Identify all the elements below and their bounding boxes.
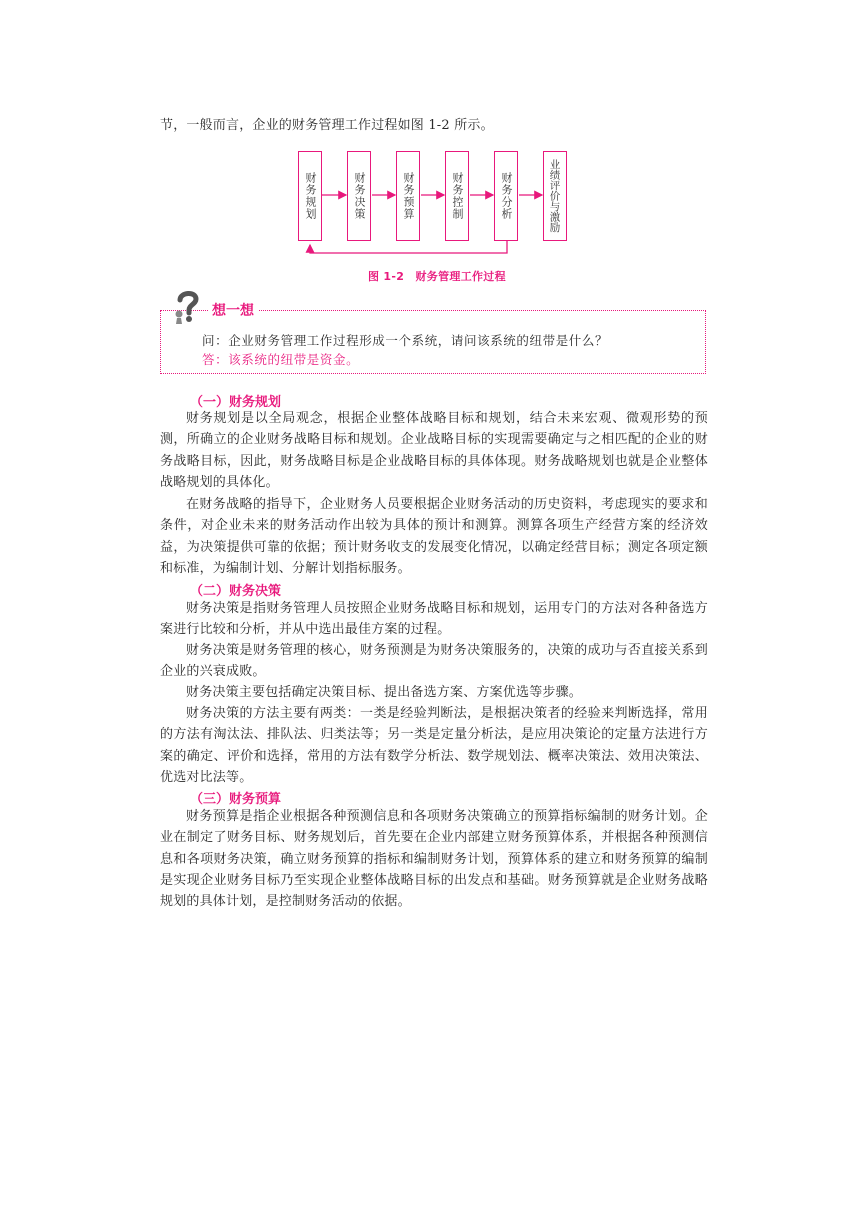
box-financial-budget	[396, 151, 420, 241]
flow-arrows	[290, 145, 580, 260]
box-label: 财务控制	[451, 172, 464, 220]
box-financial-planning	[298, 151, 322, 241]
paragraph: 财务决策主要包括确定决策目标、提出备选方案、方案优选等步骤。	[186, 685, 583, 700]
section-heading-budget: （三）财务预算	[190, 792, 282, 807]
paragraph: 财务预算是指企业根据各种预测信息和各项财务决策确立的预算指标编制的财务计划。企业在制定了财务目标、财务规划后，首先要在企业内部建立财务预算体系，并根据各种预测信息和各项财务决策，确立财务预算的指标和编制财务计划，预算体系的建立和财务预算的编制是实现企业财务目标乃至实现企业整体战略目标的出发点和基础。财务预算就是企业财务战略规划的具体计划，是控制财务活动的依据。	[160, 809, 708, 910]
paragraph: 财务规划是以全局观念，根据企业整体战略目标和规划，结合未来宏观、微观形势的预测，所确立的企业财务战略目标和规划。企业战略目标的实现需要确定与之相匹配的企业的财务战略目标，因此，财务战略目标是企业战略目标的具体体现。财务战略规划也就是企业整体战略规划的具体化。	[160, 411, 708, 490]
box-performance-evaluation	[543, 151, 567, 241]
box-financial-decision	[347, 151, 371, 241]
figure-caption: 图 1-2 财务管理工作过程	[368, 270, 506, 283]
section-heading-decision: （二）财务决策	[190, 584, 282, 599]
box-financial-control	[445, 151, 469, 241]
box-label: 财务规划	[304, 172, 317, 220]
box-label: 财务分析	[500, 172, 513, 220]
flow-diagram	[290, 145, 580, 260]
box-financial-analysis	[494, 151, 518, 241]
think-answer: 答：该系统的纽带是资金。	[202, 352, 360, 367]
question-mark-figure-icon	[172, 288, 204, 324]
paragraph: 财务决策的方法主要有两类：一类是经验判断法，是根据决策者的经验来判断选择，常用的方法有淘汰法、排队法、归类法等；另一类是定量分析法，是应用决策论的定量方法进行方案的确定、评价和选择，常用的方法有数学分析法、数学规划法、概率决策法、效用决策法、优选对比法等。	[160, 706, 708, 785]
paragraph: 在财务战略的指导下，企业财务人员要根据企业财务活动的历史资料，考虑现实的要求和条件，对企业未来的财务活动作出较为具体的预计和测算。测算各项生产经营方案的经济效益，为决策提供可靠的依据；预计财务收支的发展变化情况，以确定经营目标；测定各项定额和标准，为编制计划、分解计划指标服务。	[160, 497, 708, 576]
box-label: 财务决策	[353, 172, 366, 220]
think-title: 想一想	[208, 300, 258, 320]
paragraph: 财务决策是财务管理的核心，财务预测是为财务决策服务的，决策的成功与否直接关系到企业的兴衰成败。	[160, 643, 708, 680]
feedback-arrow	[310, 241, 507, 253]
paragraph: 财务决策是指财务管理人员按照企业财务战略目标和规划，运用专门的方法对各种备选方案进行比较和分析，并从中选出最佳方案的过程。	[160, 601, 708, 638]
box-label: 业绩评价与激励	[548, 159, 561, 233]
think-question: 问：企业财务管理工作过程形成一个系统，请问该系统的纽带是什么？	[202, 333, 609, 348]
box-label: 财务预算	[402, 172, 415, 220]
section-heading-planning: （一）财务规划	[190, 395, 282, 410]
intro-text: 节，一般而言，企业的财务管理工作过程如图 1-2 所示。	[160, 118, 494, 133]
